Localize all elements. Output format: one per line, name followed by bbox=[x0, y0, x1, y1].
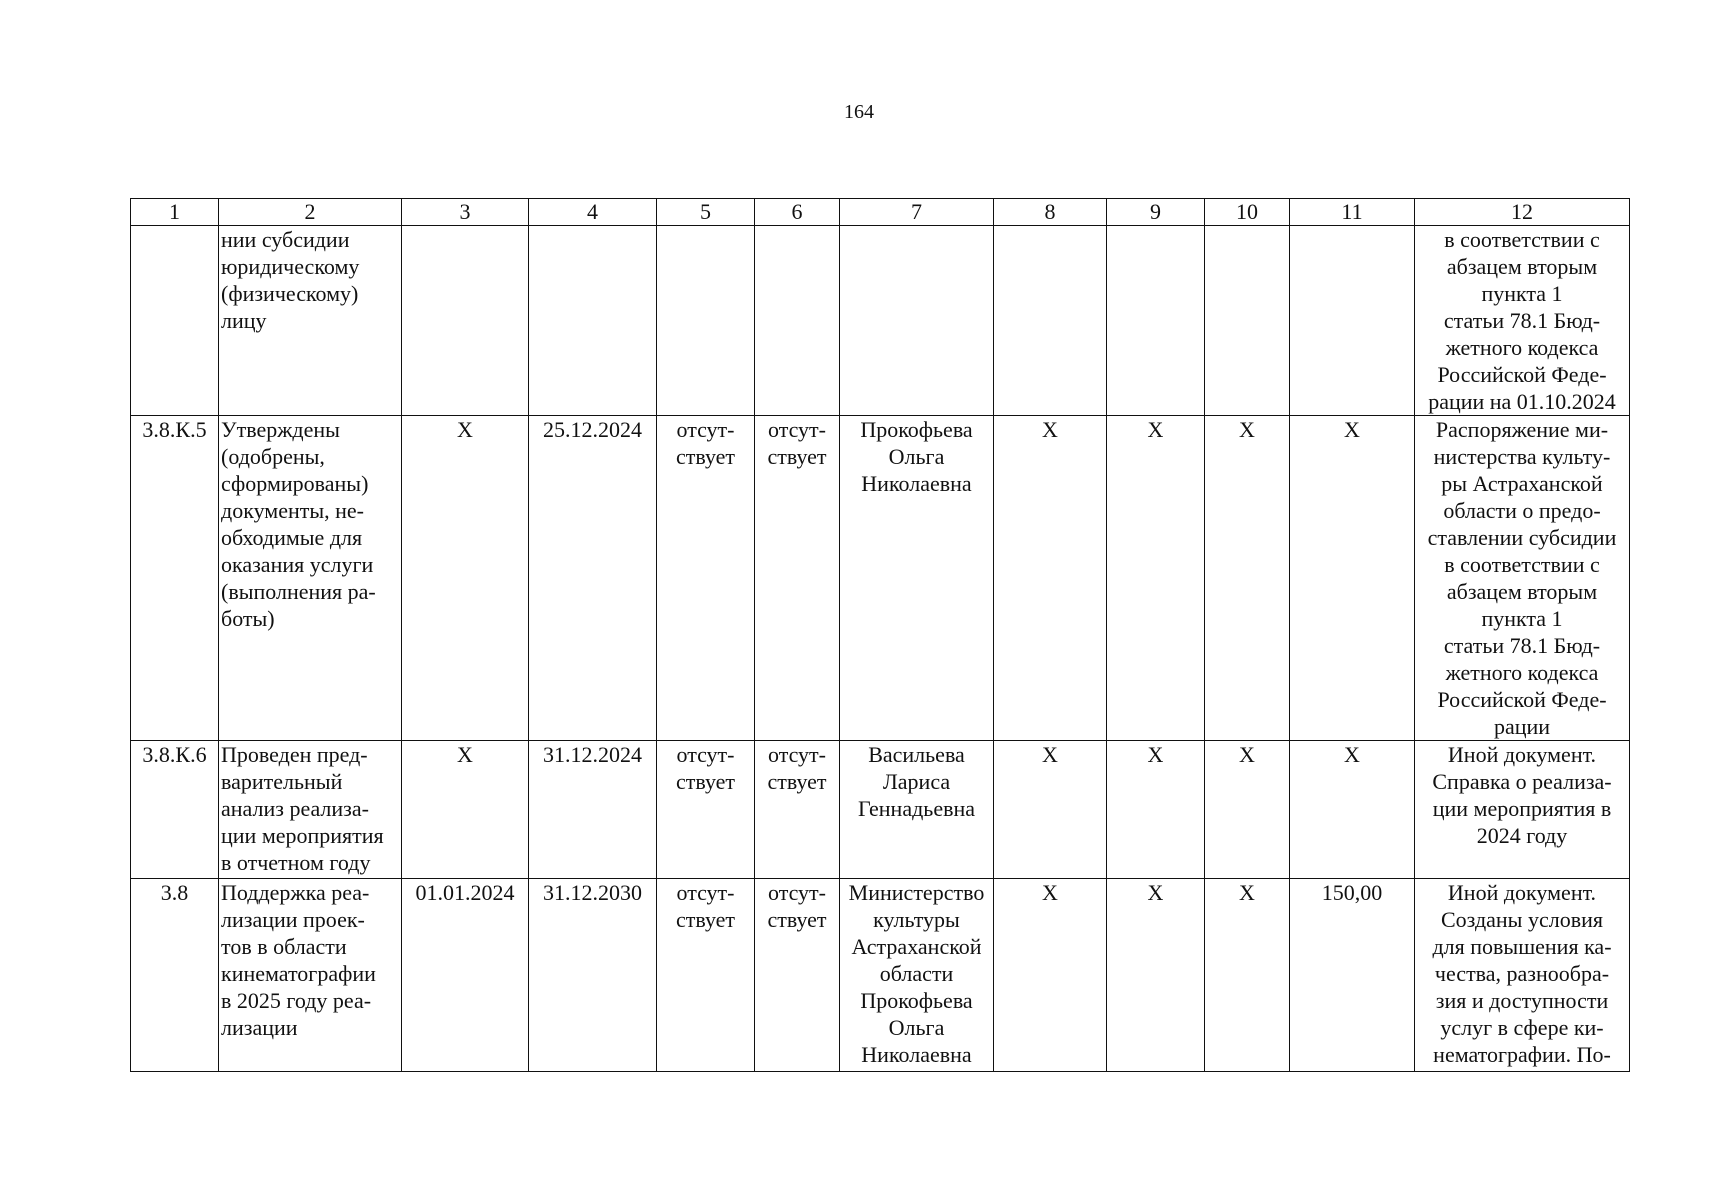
cell-col10: X bbox=[1205, 879, 1290, 1072]
text-line: Утверждены bbox=[221, 417, 340, 442]
text-line: (выполнения ра- bbox=[221, 579, 376, 604]
text-line: рации bbox=[1493, 714, 1551, 739]
text-line: Российской Феде- bbox=[1437, 687, 1607, 712]
text-line: в отчетном году bbox=[221, 850, 371, 875]
text-line: ствует bbox=[675, 907, 736, 932]
cell-col5 bbox=[657, 741, 755, 879]
text-line: Лариса bbox=[882, 769, 951, 794]
cell-col8: X bbox=[994, 741, 1107, 879]
text-line: культуры bbox=[873, 907, 960, 932]
text-line: варительный bbox=[221, 769, 343, 794]
cell-start-date: X bbox=[402, 416, 529, 741]
cell-col6 bbox=[755, 741, 840, 879]
cell-document bbox=[1415, 226, 1630, 416]
cell-col5 bbox=[657, 226, 755, 416]
cell-amount: 150,00 bbox=[1290, 879, 1415, 1072]
text-line: ствует bbox=[767, 769, 827, 794]
text-line: Поддержка реа- bbox=[221, 880, 370, 905]
text-line: боты) bbox=[221, 606, 275, 631]
text-line: Ольга bbox=[888, 1015, 945, 1040]
text-line: ствует bbox=[767, 907, 827, 932]
header-col-5: 5 bbox=[657, 199, 755, 226]
header-row bbox=[131, 199, 1630, 226]
cell-col10: X bbox=[1205, 741, 1290, 879]
text-line: статьи 78.1 Бюд- bbox=[1443, 633, 1601, 658]
cell-responsible bbox=[840, 416, 994, 741]
text-line: услуг в сфере ки- bbox=[1440, 1015, 1604, 1040]
header-col-4: 4 bbox=[529, 199, 657, 226]
cell-col6 bbox=[755, 879, 840, 1072]
text-line: документы, не- bbox=[221, 498, 364, 523]
text-line: сформированы) bbox=[221, 471, 369, 496]
text-line: Справка о реализа- bbox=[1432, 769, 1612, 794]
table-row bbox=[131, 741, 1630, 879]
header-col-6: 6 bbox=[755, 199, 840, 226]
cell-col9 bbox=[1107, 226, 1205, 416]
text-line: лизации bbox=[221, 1015, 298, 1040]
cell-document bbox=[1415, 416, 1630, 741]
cell-col5 bbox=[657, 416, 755, 741]
text-line: для повышения ка- bbox=[1432, 934, 1612, 959]
text-line: Созданы условия bbox=[1440, 907, 1603, 932]
text-line: жетного кодекса bbox=[1445, 335, 1599, 360]
text-line: Николаевна bbox=[861, 1042, 972, 1067]
text-line: рации на 01.10.2024 bbox=[1428, 389, 1616, 414]
text-line: ставлении субсидии bbox=[1427, 525, 1617, 550]
page-number: 164 bbox=[844, 101, 874, 123]
text-line: в 2025 году реа- bbox=[221, 988, 372, 1013]
text-line: Распоряжение ми- bbox=[1435, 417, 1609, 442]
header-col-7: 7 bbox=[840, 199, 994, 226]
header-col-1: 1 bbox=[131, 199, 219, 226]
text-line: ции мероприятия в bbox=[1432, 796, 1612, 821]
text-line: Иной документ. bbox=[1447, 880, 1597, 905]
text-line: отсут- bbox=[676, 742, 735, 767]
text-line: абзацем вторым bbox=[1446, 579, 1598, 604]
text-line: Российской Феде- bbox=[1437, 362, 1607, 387]
text-line: (одобрены, bbox=[221, 444, 325, 469]
text-line: пункта 1 bbox=[1481, 281, 1563, 306]
text-line: (физическому) bbox=[221, 281, 359, 306]
text-line: Проведен пред- bbox=[221, 742, 368, 767]
text-line: обходимые для bbox=[221, 525, 363, 550]
text-line: анализ реализа- bbox=[221, 796, 369, 821]
text-line: Прокофьева bbox=[860, 988, 973, 1013]
header-col-12: 12 bbox=[1415, 199, 1630, 226]
cell-end-date: 31.12.2024 bbox=[529, 741, 657, 879]
cell-col6 bbox=[755, 416, 840, 741]
text-line: пункта 1 bbox=[1481, 606, 1563, 631]
text-line: жетного кодекса bbox=[1445, 660, 1599, 685]
cell-responsible bbox=[840, 879, 994, 1072]
text-line: статьи 78.1 Бюд- bbox=[1443, 308, 1601, 333]
text-line: ры Астраханской bbox=[1441, 471, 1603, 496]
text-line: Васильева bbox=[868, 742, 965, 767]
cell-description bbox=[219, 416, 402, 741]
text-line: юридическому bbox=[221, 254, 360, 279]
text-line: Астраханской bbox=[851, 934, 982, 959]
cell-col8: X bbox=[994, 879, 1107, 1072]
cell-col8 bbox=[994, 226, 1107, 416]
text-line: ствует bbox=[675, 444, 736, 469]
header-col-10: 10 bbox=[1205, 199, 1290, 226]
cell-description bbox=[219, 226, 402, 416]
cell-document bbox=[1415, 879, 1630, 1072]
text-line: тов в области bbox=[221, 934, 347, 959]
cell-number: 3.8.К.6 bbox=[131, 741, 219, 879]
text-line: лицу bbox=[221, 308, 267, 333]
text-line: Николаевна bbox=[861, 471, 972, 496]
cell-end-date bbox=[529, 226, 657, 416]
header-col-11: 11 bbox=[1290, 199, 1415, 226]
cell-document bbox=[1415, 741, 1630, 879]
cell-amount bbox=[1290, 226, 1415, 416]
cell-col6 bbox=[755, 226, 840, 416]
cell-start-date bbox=[402, 226, 529, 416]
cell-responsible bbox=[840, 741, 994, 879]
text-line: ции мероприятия bbox=[221, 823, 384, 848]
text-line: отсут- bbox=[767, 880, 826, 905]
text-line: абзацем вторым bbox=[1446, 254, 1598, 279]
cell-start-date: X bbox=[402, 741, 529, 879]
text-line: зия и доступности bbox=[1435, 988, 1609, 1013]
header-col-2: 2 bbox=[219, 199, 402, 226]
cell-end-date: 31.12.2030 bbox=[529, 879, 657, 1072]
text-line: Прокофьева bbox=[860, 417, 973, 442]
table-row bbox=[131, 416, 1630, 741]
cell-col8: X bbox=[994, 416, 1107, 741]
text-line: в соответствии с bbox=[1444, 227, 1600, 252]
text-line: Ольга bbox=[888, 444, 945, 469]
text-line: нистерства культу- bbox=[1433, 444, 1611, 469]
text-line: 2024 году bbox=[1476, 823, 1568, 848]
header-col-9: 9 bbox=[1107, 199, 1205, 226]
text-line: ствует bbox=[767, 444, 827, 469]
cell-amount: X bbox=[1290, 741, 1415, 879]
text-line: чества, разнообра- bbox=[1434, 961, 1610, 986]
cell-description bbox=[219, 741, 402, 879]
text-line: нии субсидии bbox=[221, 227, 350, 252]
header-col-8: 8 bbox=[994, 199, 1107, 226]
cell-col5 bbox=[657, 879, 755, 1072]
cell-col9: X bbox=[1107, 879, 1205, 1072]
cell-number: 3.8.К.5 bbox=[131, 416, 219, 741]
cell-col10 bbox=[1205, 226, 1290, 416]
text-line: отсут- bbox=[767, 417, 826, 442]
text-line: лизации проек- bbox=[221, 907, 365, 932]
table-row bbox=[131, 226, 1630, 416]
cell-end-date: 25.12.2024 bbox=[529, 416, 657, 741]
cell-responsible bbox=[840, 226, 994, 416]
text-line: кинематографии bbox=[221, 961, 376, 986]
text-line: ствует bbox=[675, 769, 736, 794]
cell-number bbox=[131, 226, 219, 416]
text-line: нематографии. По- bbox=[1433, 1042, 1611, 1067]
text-line: оказания услуги bbox=[221, 552, 374, 577]
cell-start-date: 01.01.2024 bbox=[402, 879, 529, 1072]
text-line: Иной документ. bbox=[1447, 742, 1597, 767]
text-line: отсут- bbox=[676, 417, 735, 442]
text-line: области bbox=[879, 961, 954, 986]
text-line: Геннадьевна bbox=[857, 796, 976, 821]
text-line: Министерство bbox=[848, 880, 985, 905]
plan-table bbox=[130, 198, 1630, 1072]
header-col-3: 3 bbox=[402, 199, 529, 226]
cell-col10: X bbox=[1205, 416, 1290, 741]
cell-number: 3.8 bbox=[131, 879, 219, 1072]
cell-amount: X bbox=[1290, 416, 1415, 741]
text-line: в соответствии с bbox=[1444, 552, 1600, 577]
table-row bbox=[131, 879, 1630, 1072]
text-line: отсут- bbox=[767, 742, 826, 767]
cell-description bbox=[219, 879, 402, 1072]
text-line: отсут- bbox=[676, 880, 735, 905]
cell-col9: X bbox=[1107, 741, 1205, 879]
text-line: области о предо- bbox=[1443, 498, 1601, 523]
cell-col9: X bbox=[1107, 416, 1205, 741]
